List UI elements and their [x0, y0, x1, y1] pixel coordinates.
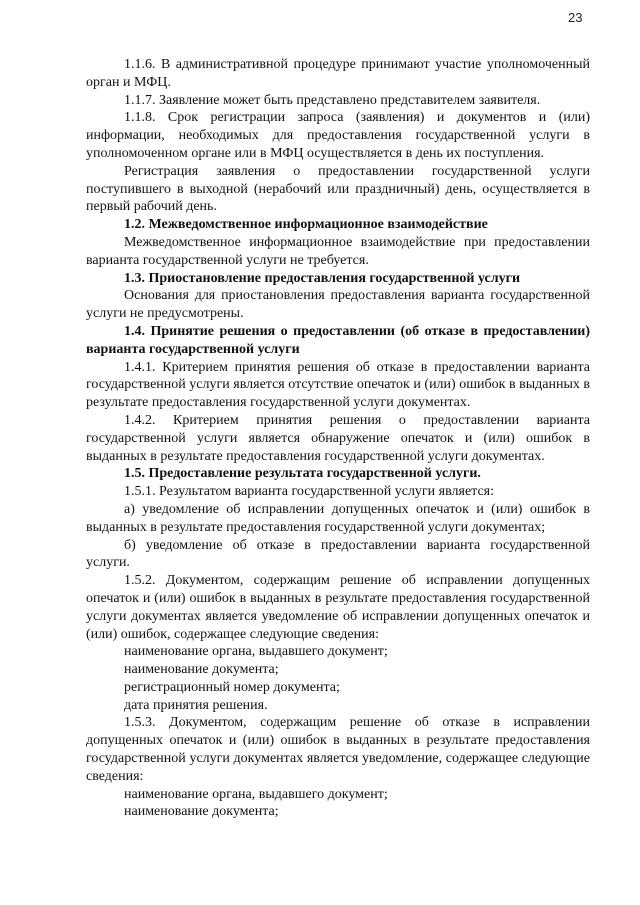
document-body	[86, 56, 590, 821]
heading-1-5: 1.5. Предоставление результата государственной услуги.	[124, 466, 481, 482]
paragraph-registration: Регистрация заявления о предоставлении государственной услуги поступившего в выходной (нерабочий или праздничный) день, осуществляется в первый рабочий день.	[86, 163, 590, 215]
paragraph-1-2: Межведомственное информационное взаимодействие при предоставлении варианта государственной услуги не требуется.	[86, 234, 590, 268]
heading-1-2: 1.2. Межведомственное информационное взаимодействие	[124, 217, 488, 233]
heading-1-3: 1.3. Приостановление предоставления государственной услуги	[124, 270, 521, 286]
page-number: 23	[568, 10, 583, 25]
paragraph-1-4-1: 1.4.1. Критерием принятия решения об отказе в предоставлении варианта государственной услуги является отсутствие опечаток и (или) ошибок в выданных в результате предоставления государственной услуги документах.	[86, 359, 590, 411]
list-item: наименование органа, выдавшего документ;	[124, 786, 388, 802]
paragraph-1-4-2: 1.4.2. Критерием принятия решения о предоставлении варианта государственной услуги является обнаружение опечаток и (или) ошибок в выданных в результате предоставления государственной услуги документах.	[86, 412, 590, 464]
paragraph-1-5-1: 1.5.1. Результатом варианта государственной услуги является:	[124, 484, 495, 500]
paragraph-1-1-7: 1.1.7. Заявление может быть представлено представителем заявителя.	[124, 92, 541, 108]
paragraph-1-3: Основания для приостановления предоставления варианта государственной услуги не предусмотрены.	[86, 288, 590, 322]
list-item: наименование документа;	[124, 662, 279, 678]
paragraph-1-5-1-b: б) уведомление об отказе в предоставлении варианта государственной услуги.	[86, 537, 590, 571]
paragraph-1-5-2: 1.5.2. Документом, содержащим решение об исправлении допущенных опечаток и (или) ошибок в выданных в результате предоставления государственной услуги документах является уведомление об исправлении допущенных опечаток и (или) ошибок, содержащее следующие сведения:	[86, 573, 590, 642]
list-item: наименование органа, выдавшего документ;	[124, 644, 388, 660]
list-item: наименование документа;	[124, 804, 279, 820]
paragraph-1-1-8: 1.1.8. Срок регистрации запроса (заявления) и документов и (или) информации, необходимых для предоставления государственной услуги в уполномоченном органе или в МФЦ осуществляется в день их поступления.	[86, 110, 590, 161]
paragraph-1-5-1-a: а) уведомление об исправлении допущенных опечаток и (или) ошибок в выданных в результате предоставления государственной услуги документах;	[86, 501, 590, 535]
paragraph-1-1-6: 1.1.6. В административной процедуре принимают участие уполномоченный орган и МФЦ.	[86, 57, 590, 90]
heading-1-4: 1.4. Принятие решения о предоставлении (об отказе в предоставлении) варианта государственной услуги	[86, 323, 590, 357]
list-item: дата принятия решения.	[124, 697, 268, 713]
paragraph-1-5-3: 1.5.3. Документом, содержащим решение об отказе в исправлении допущенных опечаток и (или) ошибок в выданных в результате предоставления государственной услуги документах является уведомление, содержащее следующие сведения:	[86, 715, 590, 784]
list-item: регистрационный номер документа;	[124, 679, 340, 695]
